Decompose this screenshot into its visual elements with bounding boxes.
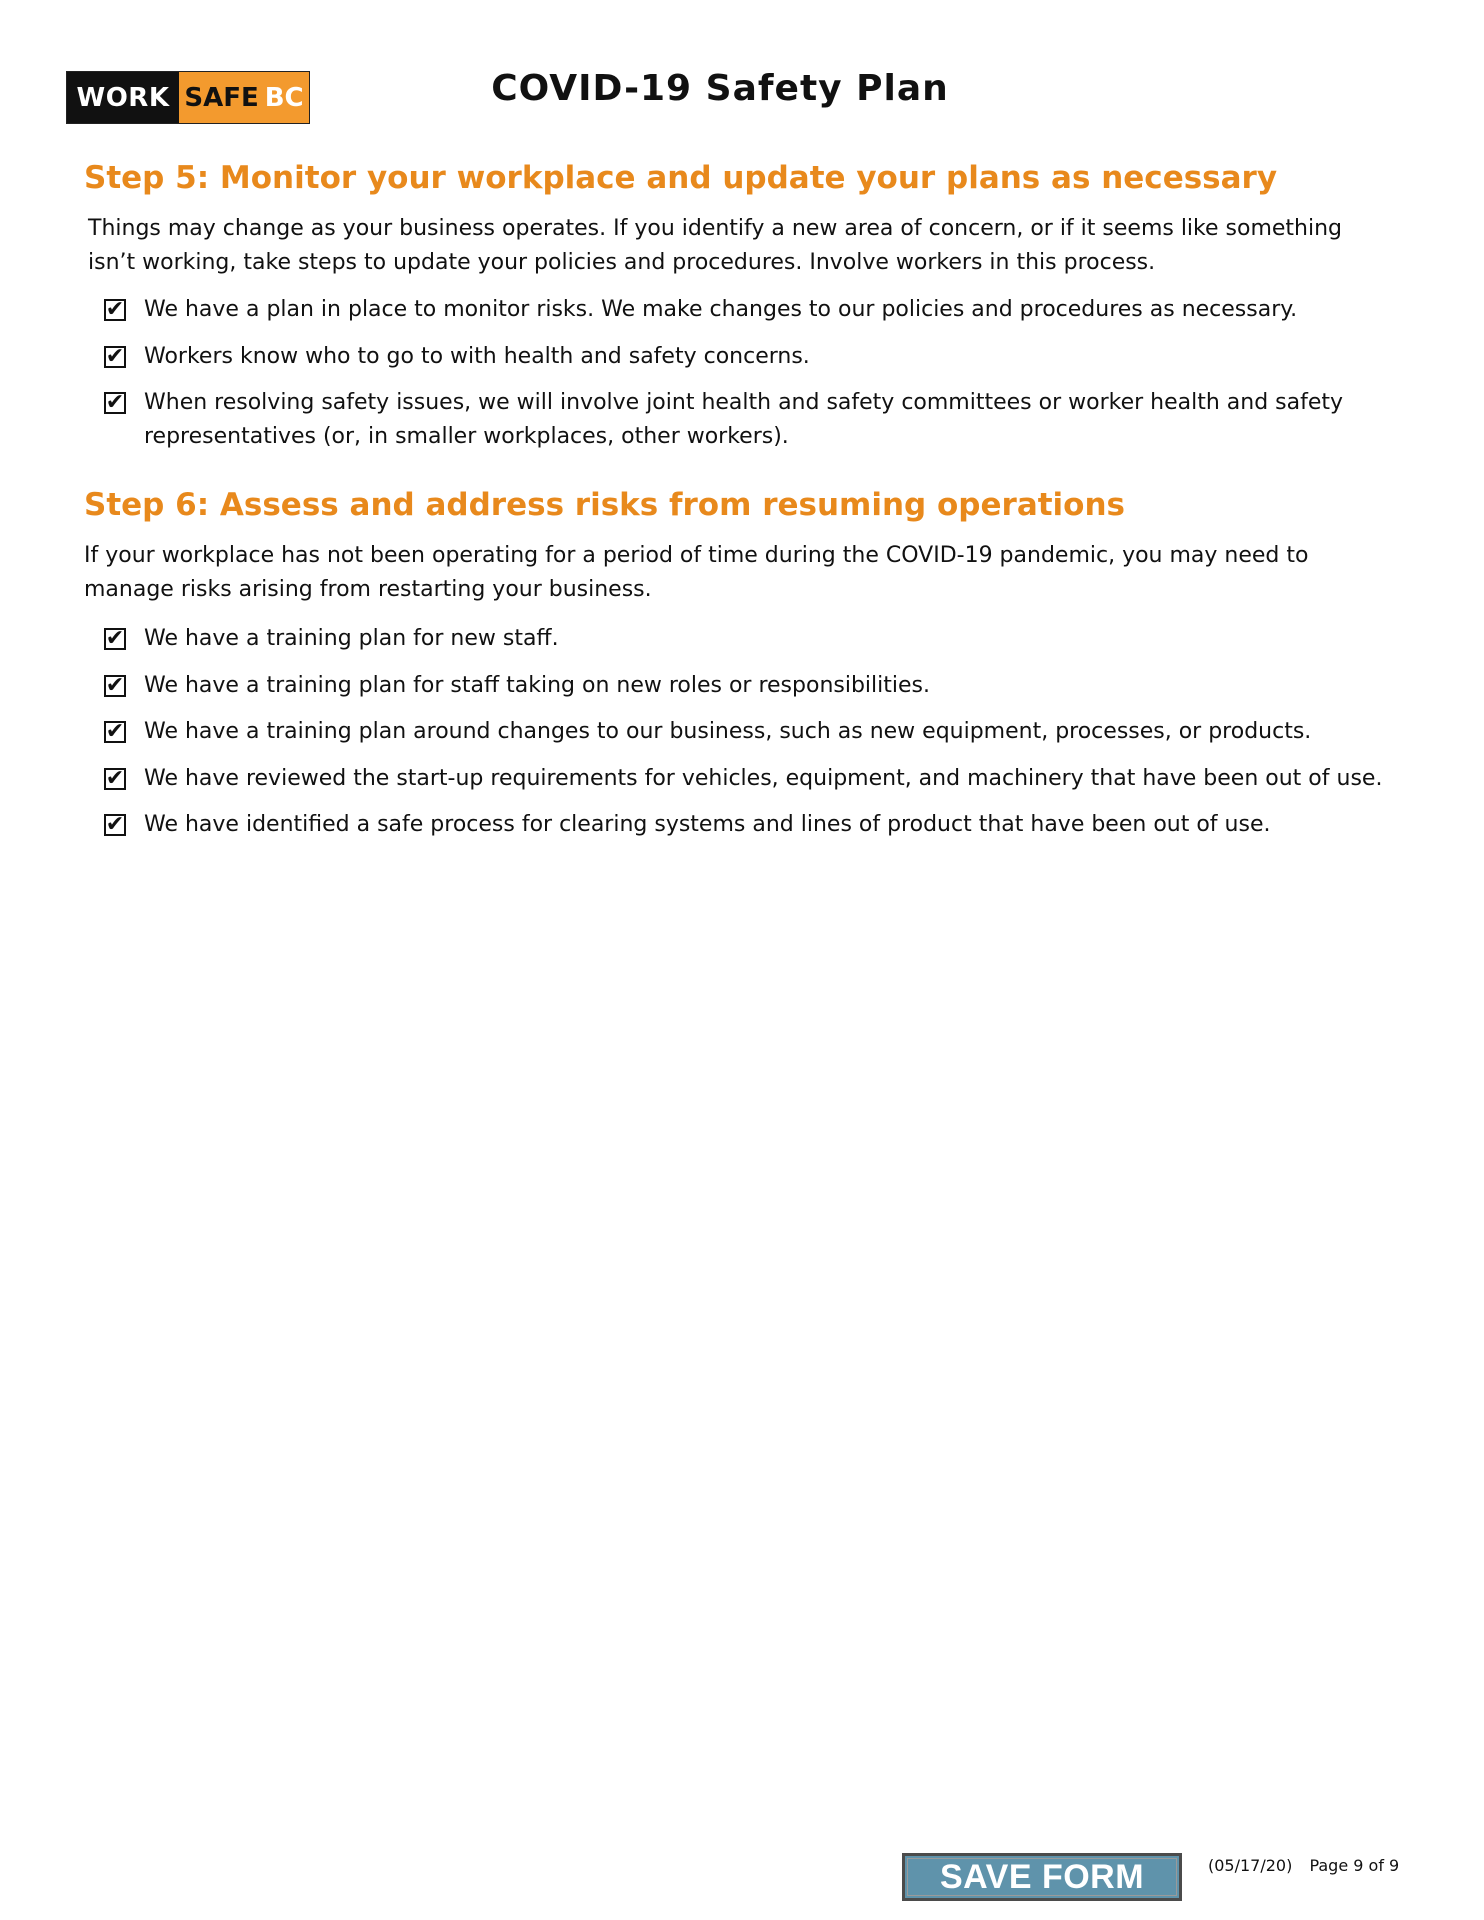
step5-intro: Things may change as your business operates. If you identify a new area of concern, or if it seems like something isn’t working, take steps to update your policies and procedures. Involve workers in this process. [88,216,1343,275]
checked-checkbox[interactable]: ✔ [105,673,125,698]
step6-checklist-item-5 [104,808,1404,842]
logo-safe-text: SAFE [184,82,259,113]
logo-safe-block [179,72,309,123]
save-form-button[interactable]: SAVE FORM [902,1853,1182,1901]
page-number: Page 9 of 9 [1309,1856,1400,1875]
checked-checkbox[interactable]: ✔ [105,766,125,791]
checked-checkbox[interactable]: ✔ [105,297,125,322]
checklist-item-text: We have a training plan for staff taking on new roles or responsibilities. [144,673,930,698]
step6-heading: Step 6: Assess and address risks from resuming operations [84,487,1125,523]
step6-intro: If your workplace has not been operating for a period of time during the COVID-19 pandemic, you may need to manage risks arising from restarting your business. [84,543,1309,602]
checked-checkbox[interactable]: ✔ [105,344,125,369]
checklist-item-text: We have a training plan for new staff. [144,626,559,651]
step5-checklist-item-1 [104,293,1404,327]
checklist-item-text: When resolving safety issues, we will involve joint health and safety committees or worker health and safety representatives (or, in smaller workplaces, other workers). [144,390,1344,449]
checklist-item-text: We have a plan in place to monitor risks. We make changes to our policies and procedures as necessary. [144,297,1298,322]
checklist-item-text: We have a training plan around changes to our business, such as new equipment, processes, or products. [144,719,1312,744]
checklist-item-text: We have identified a safe process for clearing systems and lines of product that have been out of use. [144,812,1271,837]
page-title: COVID-19 Safety Plan [491,68,949,109]
checked-checkbox[interactable]: ✔ [105,390,125,415]
checked-checkbox[interactable]: ✔ [105,626,125,651]
step6-checklist-item-1 [104,622,1404,656]
step6-checklist-item-2 [104,669,1404,703]
step6-checklist-item-4 [104,762,1404,796]
step5-checklist-item-2 [104,340,1404,374]
step5-heading: Step 5: Monitor your workplace and update your plans as necessary [84,160,1278,196]
step5-checklist-item-3 [104,386,1404,454]
step6-checklist-item-3 [104,715,1404,749]
checked-checkbox[interactable]: ✔ [105,719,125,744]
page-footer [1208,1856,1399,1875]
checklist-item-text: Workers know who to go to with health and safety concerns. [144,344,810,369]
logo-bc-text: BC [264,82,304,113]
checklist-item-text: We have reviewed the start-up requirements for vehicles, equipment, and machinery that have been out of use. [144,766,1383,791]
checked-checkbox[interactable]: ✔ [105,812,125,837]
logo-work-text: WORK [67,72,179,123]
form-date: (05/17/20) [1208,1856,1293,1875]
worksafebc-logo [66,71,310,124]
